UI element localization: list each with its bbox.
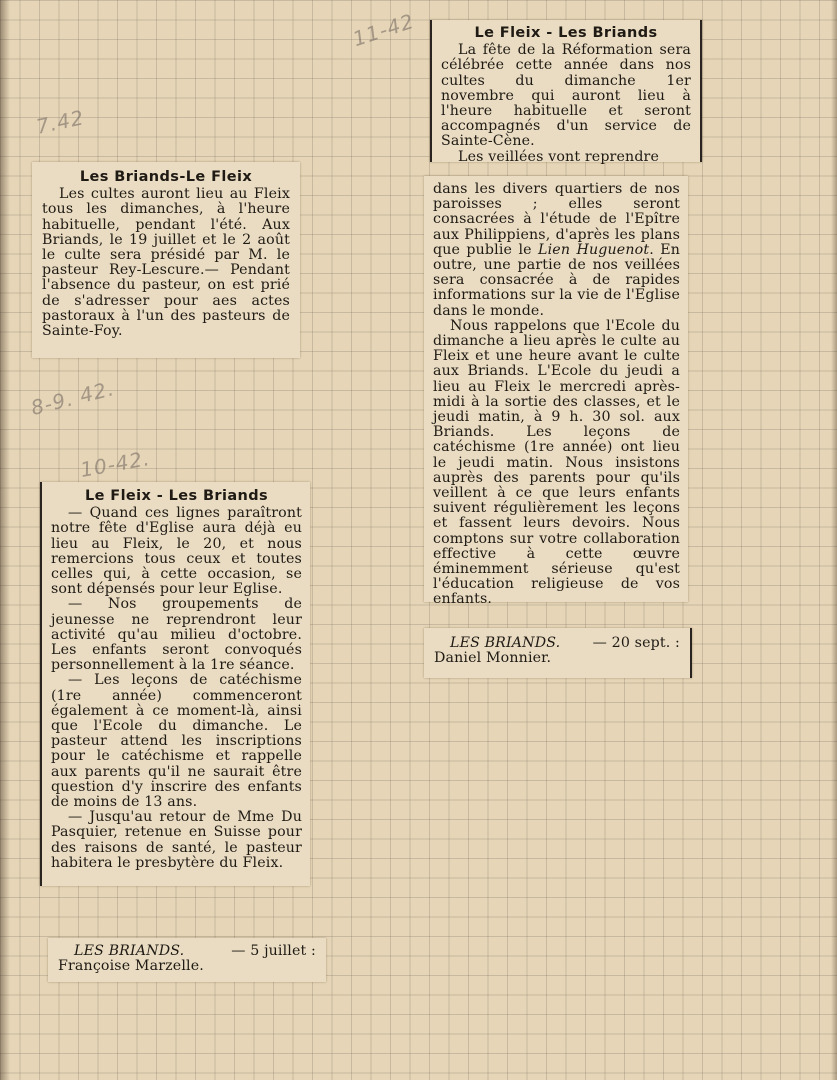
clipping-date: — 20 sept. : [592, 635, 680, 651]
pencil-note-date: 11-42 [349, 8, 418, 52]
newspaper-clipping [430, 20, 702, 165]
notebook-spine-shadow [0, 0, 10, 1080]
clipping-paragraph: — Nos groupements de jeunesse ne reprendront leur activité qu'au milieu d'octobre. Les enfants seront convoqués personnellement à la 1re séance. [51, 596, 302, 674]
clipping-paragraph: — Quand ces lignes paraîtront notre fête d'Eglise aura déjà eu lieu au Fleix, le 20, et nous remercions tous ceux et toutes celles qui, à cette occasion, se sont dépensés pour leur Eglise. [51, 505, 302, 598]
clipping-title: Le Fleix - Les Briands [84, 488, 269, 504]
clipping-paragraph: — Jusqu'au retour de Mme Du Pasquier, retenue en Suisse pour des raisons de santé, le pasteur habitera le presbytère du Fleix. [51, 809, 302, 871]
clipping-title: Les Briands-Le Fleix [79, 169, 253, 185]
pencil-note-date: 8-9. 42. [28, 376, 117, 420]
pencil-note-date: 7.42 [34, 105, 87, 139]
publication-title: Lien Huguenot [538, 241, 650, 258]
clipping-name: Daniel Monnier. [434, 650, 552, 667]
pencil-note-date: 10-42. [78, 446, 153, 482]
clipping-text: Les veillées vont reprendre [458, 148, 660, 165]
newspaper-clipping [424, 628, 692, 678]
newspaper-clipping [48, 938, 326, 982]
newspaper-clipping [424, 176, 688, 608]
clipping-name: Françoise Marzelle. [58, 958, 204, 975]
clipping-line [58, 944, 316, 959]
clipping-line [434, 636, 680, 651]
clipping-paragraph: — Les leçons de catéchisme (1re année) commenceront également à ce moment-là, ainsi que l'Ecole du dimanche. Le pasteur attend les inscriptions pour le catéchisme et rappelle aux parents qu'il ne saurait être question d'y inscrire des enfants de moins de 13 ans. [51, 672, 302, 811]
clipping-paragraph: dans les divers quartiers de nos paroisses ; elles seront consacrées à l'étude de l'Epître aux Philippiens, d'après les plans que publie le Lien Huguenot. En outre, une partie de nos veillées sera consacrée à de rapides informations sur la vie de l'Eglise dans le monde. [433, 181, 680, 319]
clipping-paragraph: Nous rappelons que l'Ecole du dimanche a lieu après le culte au Fleix et une heure avant le culte aux Briands. L'Ecole du jeudi a lieu au Fleix le mercredi après-midi à la sortie des classes, et le jeudi matin, à 9 h. 30 sol. aux Briands. Les leçons de catéchisme (1re année) ont lieu le jeudi matin. Nous insistons auprès des parents pour qu'ils veillent à ce que leurs enfants suivent régulièrement les leçons et fassent leurs devoirs. Nous comptons sur votre collaboration effective à cette œuvre éminemment sérieuse qu'est l'éducation religieuse de vos enfants. [433, 317, 680, 608]
clipping-place: LES BRIANDS. [450, 635, 561, 651]
newspaper-clipping [40, 482, 310, 886]
clipping-date: — 5 juillet : [231, 943, 316, 959]
clipping-text: La fête de la Réformation sera célébrée cette année dans nos cultes du dimanche 1er novembre qui auront lieu à l'heure habituelle et seront accompagnés d'un service de Sainte-Cène. [441, 42, 691, 150]
clipping-place: LES BRIANDS. [74, 943, 185, 959]
newspaper-clipping [32, 162, 300, 358]
clipping-title: Le Fleix - Les Briands [474, 25, 658, 41]
clipping-text: Les cultes auront lieu au Fleix tous les dimanches, à l'heure habituelle, pendant l'été. Aux Briands, le 19 juillet et le 2 août le culte sera présidé par M. le pasteur Rey-Lescure.— Pendant l'absence du pasteur, on est prié de s'adresser pour aes actes pastoraux à l'un des pasteurs de Sainte-Foy. [42, 186, 290, 340]
page-edge-shadow [831, 0, 837, 1080]
